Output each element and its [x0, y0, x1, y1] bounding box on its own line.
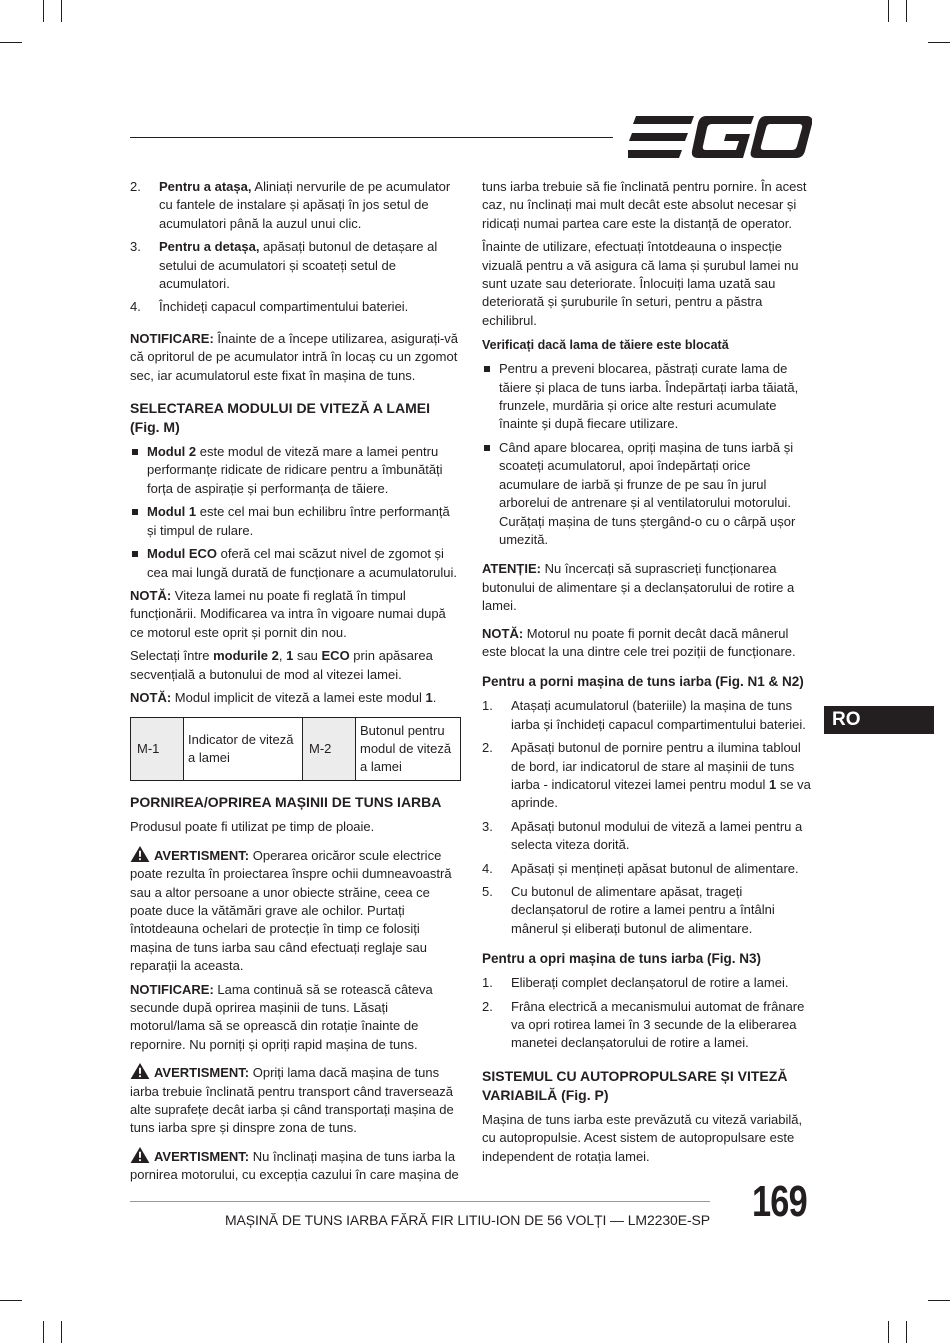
crop-mark [928, 1300, 950, 1301]
inspection-paragraph: Înainte de utilizare, efectuați întotdeauna o inspecție vizuală pentru a vă asigura că lama și șurubul lamei nu sunt uzate sau deteriorate. Înlocuiți lama uzată sau deteriorată și șuruburile în seturi, pentru a păstra echilibrul. [482, 239, 799, 328]
footer-rule [130, 1201, 710, 1202]
stop-steps-list [482, 974, 814, 1053]
select-mode-paragraph: Selectați între modurile 2, 1 sau ECO prin apăsarea secvențială a butonului de mod al vitezei lamei. [130, 648, 433, 682]
crop-mark [0, 42, 22, 43]
ego-logo-icon [628, 116, 812, 158]
continued-paragraph: tuns iarba trebuie să fie înclinată pentru pornire. În acest caz, nu înclinați mai mult decât este absolut necesar și ridicați numai partea care este la distanță de operator. [482, 179, 807, 231]
note-default-mode: NOTĂ: Modul implicit de viteză a lamei este modul 1. [130, 689, 437, 705]
section-heading-blade-speed: SELECTAREA MODULUI DE VITEZĂ A LAMEI (Fig. M) [130, 400, 430, 436]
mode-legend-table [130, 717, 461, 781]
table-cell: Indicator de viteză a lamei [184, 718, 303, 781]
crop-mark [43, 0, 44, 22]
language-tab: RO [824, 706, 934, 734]
self-propelled-paragraph: Mașina de tuns iarba este prevăzută cu viteză variabilă, cu autopropulsie. Acest sistem de autopropulsare este independent de rotația lamei. [482, 1111, 803, 1164]
crop-mark [906, 1321, 907, 1343]
notice-paragraph: NOTIFICARE: Lama continuă să se rotească câteva secunde după oprirea mașinii de tuns. Lăsați motorul/lama să se oprească din rotație înainte de repornire. Nu porniți și opriți rapid mașina de tuns. [130, 981, 433, 1052]
list-item: 3. Apăsați butonul modului de viteză a lamei pentru a selecta viteza dorită. [482, 818, 803, 853]
note-paragraph: NOTĂ: Viteza lamei nu poate fi reglată în timpul funcționării. Modificarea va intra în vigoare numai după ce motorul este oprit și pornit din nou. [130, 587, 446, 640]
warning-triangle-icon [130, 846, 150, 862]
table-cell: Butonul pentru modul de viteză a lamei [356, 718, 461, 781]
right-column [482, 178, 814, 1171]
warning-paragraph: AVERTISMENT: Opriți lama dacă mașina de tuns iarba trebuie înclinată pentru transport când traversează alte suprafețe decât iarba și când transportați mașina de tuns iarba spre și dinspre zona de tuns. [130, 1065, 454, 1136]
warning-paragraph: AVERTISMENT: Operarea oricăror scule electrice poate rezulta în proiectarea înspre ochii dumneavoastră sau a altor persoane a unor obiecte străine, ceea ce poate duce la vătămări grave ale ochilor. Purtați întotdeauna ochelari de protecție în timp ce folosiți mașina de tuns iarba sau când efectuați reglaje sau reparații la aceasta. [130, 847, 452, 974]
page-number: 169 [752, 1177, 807, 1226]
start-steps-list [482, 697, 814, 938]
list-item: 2. Apăsați butonul de pornire pentru a ilumina tabloul de bord, iar indicatorul de stare al mașinii de tuns iarba - indicatorul vitezei lamei pentru modul 1 se va aprinde. [482, 740, 811, 811]
list-item: Modul ECO oferă cel mai scăzut nivel de zgomot și cea mai lungă durată de funcționare a acumulatorului. [130, 545, 462, 582]
list-item: Modul 2 este modul de viteză mare a lamei pentru performanțe ridicate de ridicare pentru a îmbunătăți forța de aspirație și performanța de tăiere. [130, 443, 462, 498]
crop-mark [928, 42, 950, 43]
warning-triangle-icon [130, 1147, 150, 1163]
list-item: Pentru a preveni blocarea, păstrați curate lama de tăiere și placa de tuns iarba. Îndepărtați iarba tăiată, frunzele, murdăria și orice alte resturi acumulate înainte și după fiecare utilizare. [482, 360, 814, 434]
section-heading-self-propelled: SISTEMUL CU AUTOPROPULSARE ȘI VITEZĂ VARIABILĂ (Fig. P) [482, 1067, 788, 1103]
notice-paragraph: NOTIFICARE: Înainte de a începe utilizarea, asigurați-vă că opritorul de pe acumulator intră în locaș cu un zgomot sec, iar acumulatorul este fixat în mașina de tuns. [130, 330, 459, 383]
crop-mark [61, 0, 62, 22]
crop-mark [906, 0, 907, 22]
attach-steps-list [130, 178, 462, 317]
table-cell: M-1 [131, 718, 184, 781]
warning-triangle-icon [130, 1063, 150, 1079]
rain-paragraph: Produsul poate fi utilizat pe timp de ploaie. [130, 819, 375, 835]
ego-logo [628, 116, 812, 158]
list-item: 1. Eliberați complet declanșatorul de rotire a lamei. [482, 975, 789, 991]
mode-bullet-list [130, 443, 462, 582]
crop-mark [61, 1321, 62, 1343]
crop-mark [0, 1300, 22, 1301]
left-column [130, 178, 462, 1190]
list-item: 4. Apăsați și mențineți apăsat butonul de alimentare. [482, 860, 799, 876]
crop-mark [888, 1321, 889, 1343]
blockage-bullet-list [482, 360, 814, 549]
list-item: 2. Frâna electrică a mecanismului automat de frânare va opri rotirea lamei în 3 secunde de la eliberarea manetei declanșatorului de rotire a lamei. [482, 998, 805, 1051]
header-rule [130, 137, 613, 138]
footer-title: MAȘINĂ DE TUNS IARBA FĂRĂ FIR LITIU-ION DE 56 VOLȚI — LM2230E-SP [224, 1212, 710, 1228]
list-item: Când apare blocarea, opriți mașina de tuns iarbă și scoateți acumulatorul, apoi îndepărtați orice acumulare de iarbă și frunze de pe sau în jurul arborelui de antrenare și al ventilatorului motorului. Curățați mașina de tuns ștergând-o cu o cârpă ușor umezită. [482, 439, 814, 549]
list-item: 3. Pentru a detașa, apăsați butonul de detașare al setului de acumulatori și scoateți setul de acumulatori. [130, 239, 438, 292]
list-item: 5. Cu butonul de alimentare apăsat, trageți declanșatorul de rotire a lamei pentru a întâlni mânerul și eliberați butonul de alimentare. [482, 884, 775, 936]
list-item: Modul 1 este cel mai bun echilibru între performanță și timpul de rulare. [130, 503, 462, 540]
subheading-blade-blocked: Verificați dacă lama de tăiere este blocată [482, 338, 729, 353]
table-row [131, 718, 461, 781]
section-heading-start-stop: PORNIREA/OPRIREA MAȘINII DE TUNS IARBA [130, 794, 442, 811]
heading-stop-mower: Pentru a opri mașina de tuns iarba (Fig. N3) [482, 951, 762, 967]
warning-paragraph: AVERTISMENT: Nu înclinați mașina de tuns iarba la pornirea motorului, cu excepția cazului în care mașina de [130, 1148, 459, 1183]
list-item: 2. Pentru a atașa, Aliniați nervurile de pe acumulator cu fantele de instalare și apăsați în jos setul de acumulatori până la auzul unui clic. [130, 179, 451, 231]
table-cell: M-2 [303, 718, 356, 781]
list-item: 1. Atașați acumulatorul (bateriile) la mașina de tuns iarba și închideți capacul compartimentului bateriei. [482, 698, 806, 732]
crop-mark [43, 1321, 44, 1343]
note-paragraph: NOTĂ: Motorul nu poate fi pornit decât dacă mânerul este blocat la una dintre cele trei poziții de funcționare. [482, 625, 796, 659]
list-item: 4. Închideți capacul compartimentului bateriei. [130, 299, 409, 315]
heading-start-mower: Pentru a porni mașina de tuns iarba (Fig. N1 & N2) [482, 674, 804, 690]
caution-paragraph: ATENȚIE: Nu încercați să suprascrieți funcționarea butonului de alimentare și a declanșatorului de rotire a lamei. [482, 561, 795, 614]
crop-mark [888, 0, 889, 22]
